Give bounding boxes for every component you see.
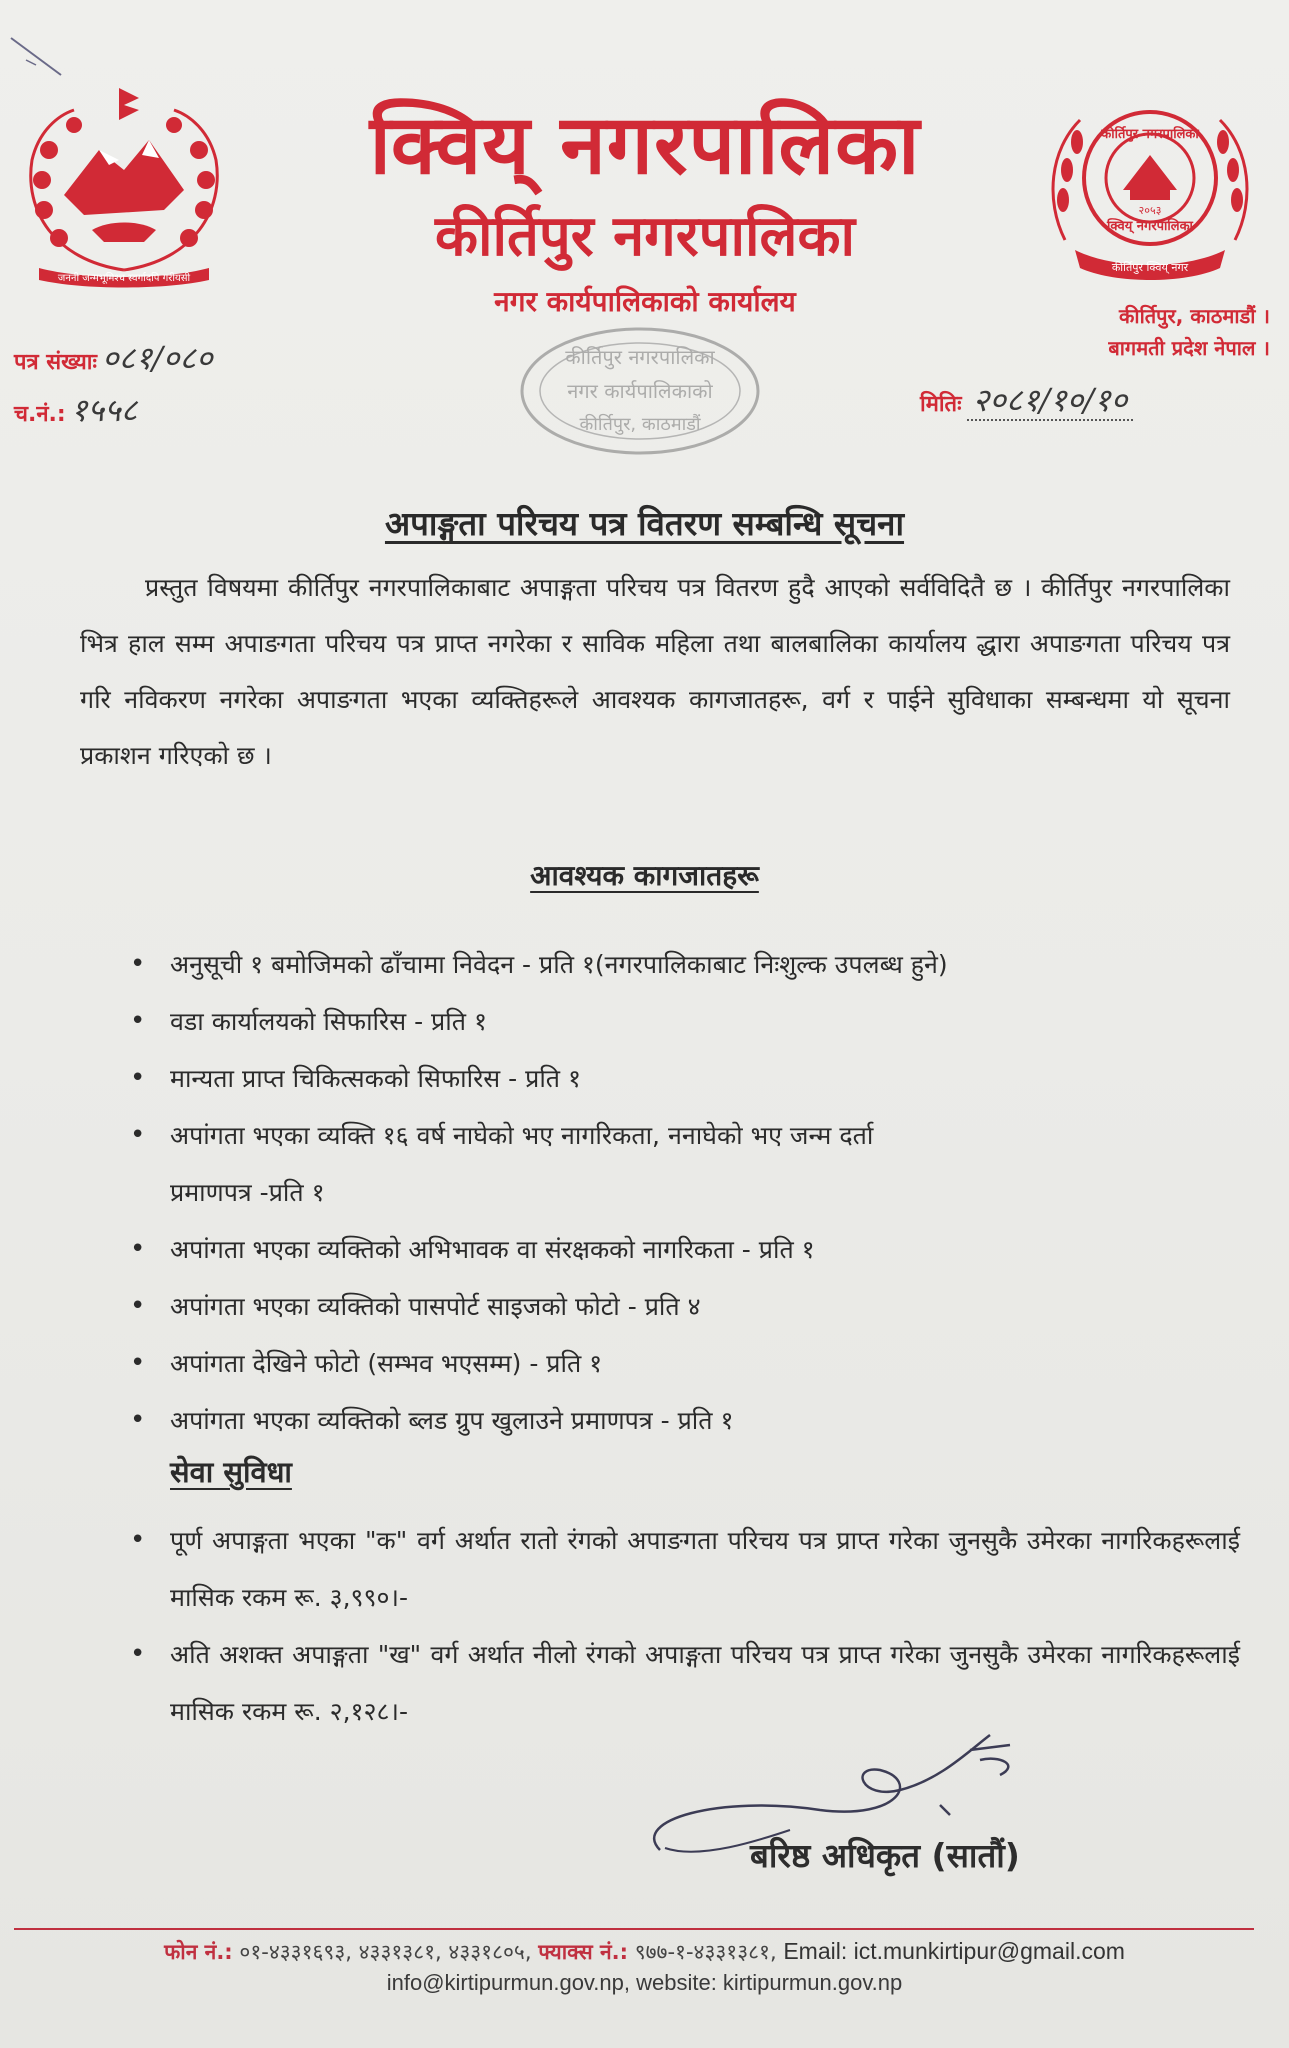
footer-divider	[14, 1928, 1254, 1930]
nepal-emblem-icon	[14, 80, 234, 290]
list-item: • अनुसूची १ बमोजिमको ढाँचामा निवेदन - प्रति १(नगरपालिकाबाट निःशुल्क उपलब्ध हुने)	[130, 936, 1240, 993]
list-item: • वडा कार्यालयको सिफारिस - प्रति १	[130, 993, 1240, 1050]
documents-title: आवश्यक कागजातहरू	[530, 859, 759, 892]
notice-title: अपाङ्गता परिचय पत्र वितरण सम्बन्धि सूचना	[384, 504, 905, 543]
fax-label: फ्याक्स नं.:	[538, 1940, 628, 1964]
list-item: • पूर्ण अपाङ्गता भएका "क" वर्ग अर्थात रातो रंगको अपाङगता परिचय पत्र प्राप्त गरेका जुनसुकै उमेरका नागरिकहरूलाई मासिक रकम रू. ३,९९०।-	[130, 1512, 1240, 1626]
office-address	[1020, 300, 1270, 364]
list-item: • अपांगता भएका व्यक्तिको ब्लड ग्रुप खुलाउने प्रमाणपत्र - प्रति १	[130, 1392, 1240, 1449]
list-item: • अपांगता भएका व्यक्तिको अभिभावक वा संरक्षकको नागरिकता - प्रति १	[130, 1221, 1240, 1278]
notice-paragraph	[80, 560, 1230, 784]
notice-paragraph-text: प्रस्तुत विषयमा कीर्तिपुर नगरपालिकाबाट अपाङ्गता परिचय पत्र वितरण हुदै आएको सर्वविदितै छ । कीर्तिपुर नगरपालिका भित्र हाल सम्म अपाङगता परिचय पत्र प्राप्त नगरेका र साविक महिला तथा बालबालिका कार्यालय द्धारा अपाङगता परिचय पत्र गरि नविकरण नगरेका अपाङगता भएका व्यक्तिहरूले आवश्यक कागजातहरू, वर्ग र पाईने सुविधाका सम्बन्धमा यो सूचना प्रकाशन गरिएको छ ।	[80, 573, 1230, 770]
logo-year: २०५३	[1138, 204, 1162, 217]
phone-numbers: ०१-४३३१६९३, ४३३१३८१, ४३३१८०५,	[239, 1940, 532, 1964]
services-title: सेवा सुविधा	[170, 1455, 292, 1489]
footer-web: info@kirtipurmun.gov.np, website: kirtipurmun.gov.np	[386, 1970, 903, 1995]
logo-ring-bottom: क्विय् नगरपालिका	[1107, 219, 1193, 234]
phone-label: फोन नं.:	[164, 1940, 233, 1964]
title-nepali: कीर्तिपुर नगरपालिका	[435, 204, 855, 269]
letter-date	[920, 378, 1133, 421]
signatory-title: बरिष्ठ अधिकृत (सातौं)	[750, 1836, 1020, 1875]
list-item: • अपांगता देखिने फोटो (सम्भव भएसम्म) - प्रति १	[130, 1335, 1240, 1392]
date-label: मितिः	[920, 392, 962, 417]
list-item: • मान्यता प्राप्त चिकित्सकको सिफारिस - प्रति १	[130, 1050, 1240, 1107]
email-address: Email: ict.munkirtipur@gmail.com	[783, 1938, 1125, 1964]
office-stamp-icon	[510, 316, 770, 466]
stamp-line-2: नगर कार्यपालिकाको	[567, 379, 713, 403]
logo-ribbon: कीर्तिपुर क्विय् नगर	[1111, 261, 1189, 274]
letter-number	[14, 336, 213, 379]
municipality-logo-icon	[1035, 90, 1265, 290]
date-value: २०८१/१०/१०	[967, 381, 1134, 421]
dispatch-number	[14, 388, 137, 431]
logo-ring-top: कीर्तिपुर नगरपालिका	[1101, 127, 1199, 142]
emblem-motto: जननी जन्मभूमिश्च स्वर्गादपि गरीयसी	[57, 273, 191, 284]
list-item: • अपांगता भएका व्यक्तिको पासपोर्ट साइजको फोटो - प्रति ४	[130, 1278, 1240, 1335]
stamp-line-1: कीर्तिपुर नगरपालिका	[565, 345, 715, 369]
list-item: • अति अशक्त अपाङ्गता "ख" वर्ग अर्थात नीलो रंगको अपाङ्गता परिचय पत्र प्राप्त गरेका जुनसुकै उमेरका नागरिकहरूलाई मासिक रकम रू. २,१२८।-	[130, 1626, 1240, 1740]
letter-number-label: पत्र संख्याः	[14, 350, 97, 375]
stamp-line-3: कीर्तिपुर, काठमाडौं	[579, 414, 701, 435]
address-line-1: कीर्तिपुर, काठमाडौं ।	[1119, 304, 1270, 328]
title-newar: क्विय् नगरपालिका	[369, 98, 921, 193]
office-subtitle: नगर कार्यपालिकाको कार्यालय	[494, 285, 796, 318]
footer-contact	[0, 1938, 1289, 1966]
pen-mark	[6, 30, 66, 80]
services-list	[130, 1512, 1240, 1740]
dispatch-number-label: च.नं.:	[14, 402, 66, 427]
list-item: • अपांगता भएका व्यक्ति १६ वर्ष नाघेको भए नागरिकता, ननाघेको भए जन्म दर्ता प्रमाणपत्र -प्रति १	[130, 1107, 930, 1221]
fax-number: ९७७-१-४३३१३८१,	[634, 1940, 777, 1964]
documents-list	[130, 936, 1240, 1449]
address-line-2: बागमती प्रदेश नेपाल ।	[1108, 336, 1270, 360]
dispatch-number-value: १५५८	[70, 391, 138, 429]
letter-number-value: ०८१/०८०	[102, 339, 213, 377]
